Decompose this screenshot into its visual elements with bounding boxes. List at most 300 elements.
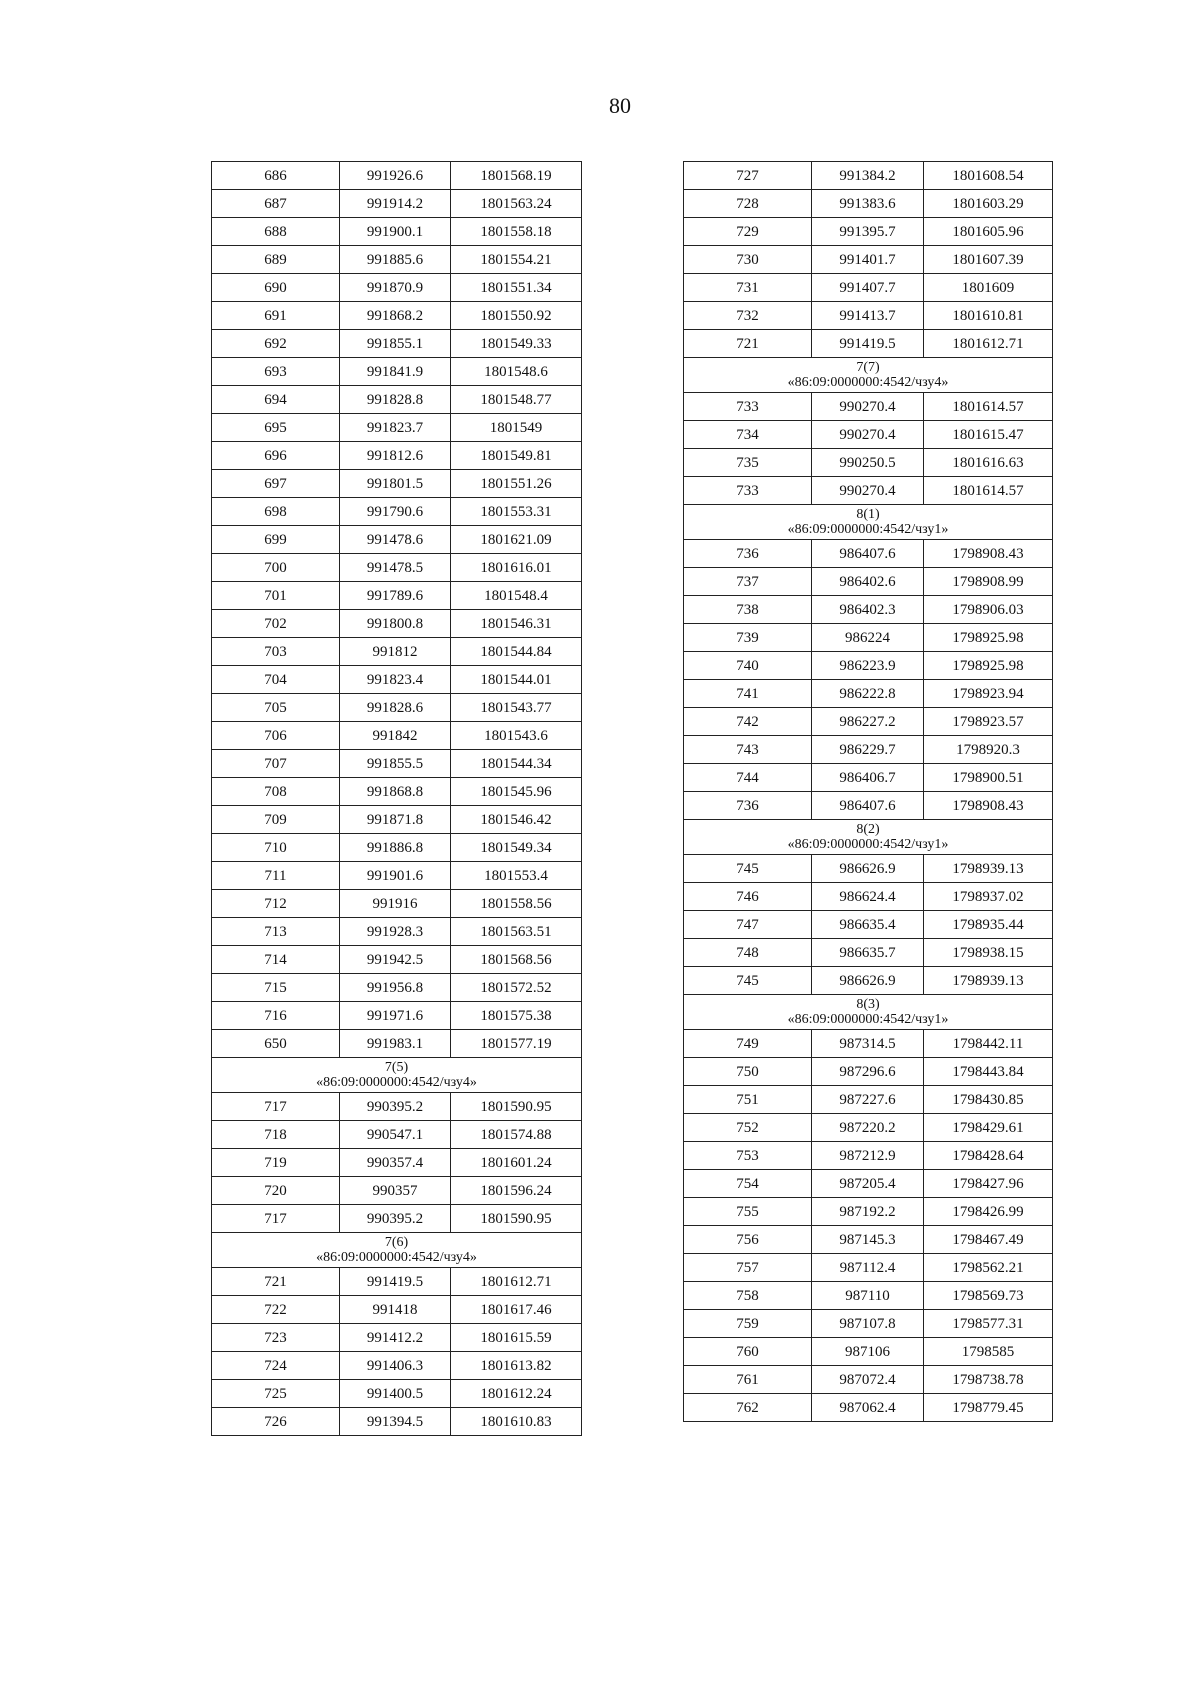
x-coordinate-cell: 991812.6 — [340, 442, 451, 470]
point-number-cell: 713 — [212, 918, 340, 946]
table-row — [212, 666, 582, 694]
table-row — [684, 1254, 1053, 1282]
y-coordinate-cell: 1801607.39 — [924, 246, 1053, 274]
section-header-row — [684, 820, 1053, 855]
x-coordinate-cell: 991868.8 — [340, 778, 451, 806]
table-row — [212, 442, 582, 470]
y-coordinate-cell: 1801621.09 — [451, 526, 582, 554]
x-coordinate-cell: 986402.3 — [812, 596, 924, 624]
x-coordinate-cell: 987112.4 — [812, 1254, 924, 1282]
section-header-row — [684, 358, 1053, 393]
x-coordinate-cell: 991790.6 — [340, 498, 451, 526]
x-coordinate-cell: 991419.5 — [812, 330, 924, 358]
table-row — [212, 414, 582, 442]
point-number-cell: 696 — [212, 442, 340, 470]
table-row — [684, 680, 1053, 708]
point-number-cell: 731 — [684, 274, 812, 302]
x-coordinate-cell: 991828.8 — [340, 386, 451, 414]
point-number-cell: 742 — [684, 708, 812, 736]
y-coordinate-cell: 1801590.95 — [451, 1093, 582, 1121]
section-number: 8(3) — [856, 997, 880, 1012]
y-coordinate-cell: 1801558.18 — [451, 218, 582, 246]
x-coordinate-cell: 986229.7 — [812, 736, 924, 764]
x-coordinate-cell: 991384.2 — [812, 162, 924, 190]
y-coordinate-cell: 1798429.61 — [924, 1114, 1053, 1142]
y-coordinate-cell: 1801568.56 — [451, 946, 582, 974]
point-number-cell: 747 — [684, 911, 812, 939]
y-coordinate-cell: 1801543.6 — [451, 722, 582, 750]
point-number-cell: 732 — [684, 302, 812, 330]
coordinates-table-left — [211, 161, 582, 1436]
x-coordinate-cell: 986227.2 — [812, 708, 924, 736]
x-coordinate-cell: 991885.6 — [340, 246, 451, 274]
table-row — [212, 274, 582, 302]
x-coordinate-cell: 991855.1 — [340, 330, 451, 358]
point-number-cell: 720 — [212, 1177, 340, 1205]
point-number-cell: 724 — [212, 1352, 340, 1380]
table-row — [684, 792, 1053, 820]
table-row — [212, 1177, 582, 1205]
point-number-cell: 748 — [684, 939, 812, 967]
x-coordinate-cell: 986407.6 — [812, 792, 924, 820]
table-row — [684, 1338, 1053, 1366]
point-number-cell: 752 — [684, 1114, 812, 1142]
y-coordinate-cell: 1801614.57 — [924, 393, 1053, 421]
x-coordinate-cell: 987072.4 — [812, 1366, 924, 1394]
y-coordinate-cell: 1801544.84 — [451, 638, 582, 666]
x-coordinate-cell: 991914.2 — [340, 190, 451, 218]
coordinates-table-right — [683, 161, 1053, 1422]
y-coordinate-cell: 1798925.98 — [924, 652, 1053, 680]
table-row — [684, 1114, 1053, 1142]
point-number-cell: 733 — [684, 393, 812, 421]
y-coordinate-cell: 1798906.03 — [924, 596, 1053, 624]
y-coordinate-cell: 1801616.63 — [924, 449, 1053, 477]
table-row — [684, 568, 1053, 596]
y-coordinate-cell: 1801572.52 — [451, 974, 582, 1002]
table-row — [684, 1310, 1053, 1338]
point-number-cell: 710 — [212, 834, 340, 862]
x-coordinate-cell: 990395.2 — [340, 1093, 451, 1121]
x-coordinate-cell: 987227.6 — [812, 1086, 924, 1114]
x-coordinate-cell: 991828.6 — [340, 694, 451, 722]
table-row — [212, 1408, 582, 1436]
table-row — [684, 421, 1053, 449]
y-coordinate-cell: 1801610.81 — [924, 302, 1053, 330]
table-row — [212, 582, 582, 610]
table-row — [684, 652, 1053, 680]
table-row — [212, 722, 582, 750]
table-row — [212, 190, 582, 218]
table-row — [684, 218, 1053, 246]
x-coordinate-cell: 987212.9 — [812, 1142, 924, 1170]
table-row — [212, 890, 582, 918]
table-row — [212, 1380, 582, 1408]
table-row — [212, 246, 582, 274]
point-number-cell: 706 — [212, 722, 340, 750]
section-number: 8(2) — [856, 822, 880, 837]
point-number-cell: 719 — [212, 1149, 340, 1177]
y-coordinate-cell: 1798569.73 — [924, 1282, 1053, 1310]
point-number-cell: 753 — [684, 1142, 812, 1170]
table-row — [212, 218, 582, 246]
table-row — [212, 1352, 582, 1380]
y-coordinate-cell: 1801608.54 — [924, 162, 1053, 190]
x-coordinate-cell: 991870.9 — [340, 274, 451, 302]
point-number-cell: 717 — [212, 1093, 340, 1121]
y-coordinate-cell: 1798900.51 — [924, 764, 1053, 792]
y-coordinate-cell: 1798467.49 — [924, 1226, 1053, 1254]
table-row — [684, 393, 1053, 421]
point-number-cell: 755 — [684, 1198, 812, 1226]
point-number-cell: 757 — [684, 1254, 812, 1282]
point-number-cell: 727 — [684, 162, 812, 190]
point-number-cell: 726 — [212, 1408, 340, 1436]
section-header-cell — [684, 505, 1053, 540]
x-coordinate-cell: 991868.2 — [340, 302, 451, 330]
x-coordinate-cell: 986635.4 — [812, 911, 924, 939]
table-row — [212, 498, 582, 526]
y-coordinate-cell: 1798923.94 — [924, 680, 1053, 708]
x-coordinate-cell: 990270.4 — [812, 421, 924, 449]
x-coordinate-cell: 991842 — [340, 722, 451, 750]
point-number-cell: 704 — [212, 666, 340, 694]
point-number-cell: 739 — [684, 624, 812, 652]
table-row — [684, 708, 1053, 736]
x-coordinate-cell: 987220.2 — [812, 1114, 924, 1142]
point-number-cell: 740 — [684, 652, 812, 680]
y-coordinate-cell: 1801558.56 — [451, 890, 582, 918]
x-coordinate-cell: 991401.7 — [812, 246, 924, 274]
y-coordinate-cell: 1798908.43 — [924, 540, 1053, 568]
point-number-cell: 691 — [212, 302, 340, 330]
point-number-cell: 722 — [212, 1296, 340, 1324]
y-coordinate-cell: 1798937.02 — [924, 883, 1053, 911]
y-coordinate-cell: 1801563.24 — [451, 190, 582, 218]
cadastral-number: «86:09:0000000:4542/чзу4» — [316, 1075, 477, 1090]
cadastral-number: «86:09:0000000:4542/чзу4» — [787, 375, 949, 390]
point-number-cell: 725 — [212, 1380, 340, 1408]
point-number-cell: 728 — [684, 190, 812, 218]
y-coordinate-cell: 1801553.31 — [451, 498, 582, 526]
table-row — [684, 302, 1053, 330]
table-row — [212, 358, 582, 386]
y-coordinate-cell: 1798908.99 — [924, 568, 1053, 596]
x-coordinate-cell: 991407.7 — [812, 274, 924, 302]
point-number-cell: 708 — [212, 778, 340, 806]
y-coordinate-cell: 1801617.46 — [451, 1296, 582, 1324]
point-number-cell: 695 — [212, 414, 340, 442]
table-row — [684, 764, 1053, 792]
x-coordinate-cell: 987192.2 — [812, 1198, 924, 1226]
y-coordinate-cell: 1801544.01 — [451, 666, 582, 694]
y-coordinate-cell: 1801590.95 — [451, 1205, 582, 1233]
y-coordinate-cell: 1801546.42 — [451, 806, 582, 834]
table-row — [684, 162, 1053, 190]
y-coordinate-cell: 1801613.82 — [451, 1352, 582, 1380]
y-coordinate-cell: 1801609 — [924, 274, 1053, 302]
y-coordinate-cell: 1798427.96 — [924, 1170, 1053, 1198]
table-row — [684, 911, 1053, 939]
point-number-cell: 756 — [684, 1226, 812, 1254]
x-coordinate-cell: 991383.6 — [812, 190, 924, 218]
table-row — [212, 1149, 582, 1177]
section-header-cell — [684, 358, 1053, 393]
y-coordinate-cell: 1801543.77 — [451, 694, 582, 722]
y-coordinate-cell: 1801549.33 — [451, 330, 582, 358]
x-coordinate-cell: 991916 — [340, 890, 451, 918]
y-coordinate-cell: 1801546.31 — [451, 610, 582, 638]
x-coordinate-cell: 986624.4 — [812, 883, 924, 911]
table-row — [684, 1058, 1053, 1086]
x-coordinate-cell: 990395.2 — [340, 1205, 451, 1233]
point-number-cell: 650 — [212, 1030, 340, 1058]
section-number: 7(5) — [384, 1060, 409, 1075]
point-number-cell: 735 — [684, 449, 812, 477]
x-coordinate-cell: 991789.6 — [340, 582, 451, 610]
table-row — [212, 1002, 582, 1030]
x-coordinate-cell: 986406.7 — [812, 764, 924, 792]
point-number-cell: 693 — [212, 358, 340, 386]
section-number: 8(1) — [856, 507, 880, 522]
page-number: 80 — [609, 93, 631, 118]
point-number-cell: 709 — [212, 806, 340, 834]
y-coordinate-cell: 1801548.4 — [451, 582, 582, 610]
point-number-cell: 718 — [212, 1121, 340, 1149]
x-coordinate-cell: 991413.7 — [812, 302, 924, 330]
y-coordinate-cell: 1798428.64 — [924, 1142, 1053, 1170]
y-coordinate-cell: 1801568.19 — [451, 162, 582, 190]
table-row — [212, 1030, 582, 1058]
y-coordinate-cell: 1801615.47 — [924, 421, 1053, 449]
point-number-cell: 743 — [684, 736, 812, 764]
table-row — [212, 1324, 582, 1352]
table-row — [684, 540, 1053, 568]
point-number-cell: 702 — [212, 610, 340, 638]
y-coordinate-cell: 1801553.4 — [451, 862, 582, 890]
table-row — [684, 449, 1053, 477]
x-coordinate-cell: 991419.5 — [340, 1268, 451, 1296]
point-number-cell: 715 — [212, 974, 340, 1002]
y-coordinate-cell: 1801601.24 — [451, 1149, 582, 1177]
y-coordinate-cell: 1801551.34 — [451, 274, 582, 302]
y-coordinate-cell: 1798939.13 — [924, 855, 1053, 883]
point-number-cell: 711 — [212, 862, 340, 890]
y-coordinate-cell: 1801615.59 — [451, 1324, 582, 1352]
point-number-cell: 714 — [212, 946, 340, 974]
y-coordinate-cell: 1798923.57 — [924, 708, 1053, 736]
table-row — [212, 470, 582, 498]
y-coordinate-cell: 1798779.45 — [924, 1394, 1053, 1422]
section-header-cell — [684, 820, 1053, 855]
section-number: 7(7) — [856, 360, 880, 375]
point-number-cell: 744 — [684, 764, 812, 792]
section-number: 7(6) — [384, 1235, 409, 1250]
y-coordinate-cell: 1801616.01 — [451, 554, 582, 582]
y-coordinate-cell: 1801545.96 — [451, 778, 582, 806]
table-row — [684, 1142, 1053, 1170]
table-row — [212, 750, 582, 778]
y-coordinate-cell: 1801603.29 — [924, 190, 1053, 218]
y-coordinate-cell: 1801551.26 — [451, 470, 582, 498]
point-number-cell: 746 — [684, 883, 812, 911]
table-row — [212, 1268, 582, 1296]
x-coordinate-cell: 990250.5 — [812, 449, 924, 477]
x-coordinate-cell: 991800.8 — [340, 610, 451, 638]
point-number-cell: 692 — [212, 330, 340, 358]
x-coordinate-cell: 986626.9 — [812, 967, 924, 995]
point-number-cell: 690 — [212, 274, 340, 302]
x-coordinate-cell: 987314.5 — [812, 1030, 924, 1058]
table-row — [684, 1170, 1053, 1198]
table-row — [212, 974, 582, 1002]
point-number-cell: 745 — [684, 855, 812, 883]
x-coordinate-cell: 991901.6 — [340, 862, 451, 890]
point-number-cell: 736 — [684, 540, 812, 568]
cadastral-number: «86:09:0000000:4542/чзу1» — [787, 837, 949, 852]
y-coordinate-cell: 1801577.19 — [451, 1030, 582, 1058]
section-header-cell — [212, 1058, 582, 1093]
point-number-cell: 758 — [684, 1282, 812, 1310]
table-row — [212, 610, 582, 638]
table-row — [684, 330, 1053, 358]
y-coordinate-cell: 1798939.13 — [924, 967, 1053, 995]
table-row — [684, 1226, 1053, 1254]
section-header-row — [212, 1233, 582, 1268]
point-number-cell: 750 — [684, 1058, 812, 1086]
point-number-cell: 736 — [684, 792, 812, 820]
y-coordinate-cell: 1798442.11 — [924, 1030, 1053, 1058]
point-number-cell: 712 — [212, 890, 340, 918]
y-coordinate-cell: 1798426.99 — [924, 1198, 1053, 1226]
table-row — [212, 526, 582, 554]
point-number-cell: 749 — [684, 1030, 812, 1058]
point-number-cell: 723 — [212, 1324, 340, 1352]
table-row — [684, 624, 1053, 652]
y-coordinate-cell: 1801612.24 — [451, 1380, 582, 1408]
y-coordinate-cell: 1801614.57 — [924, 477, 1053, 505]
table-row — [684, 967, 1053, 995]
point-number-cell: 760 — [684, 1338, 812, 1366]
y-coordinate-cell: 1798577.31 — [924, 1310, 1053, 1338]
x-coordinate-cell: 990357.4 — [340, 1149, 451, 1177]
table-row — [212, 918, 582, 946]
table-row — [684, 1394, 1053, 1422]
table-row — [684, 1086, 1053, 1114]
point-number-cell: 699 — [212, 526, 340, 554]
table-row — [684, 736, 1053, 764]
y-coordinate-cell: 1801549.34 — [451, 834, 582, 862]
point-number-cell: 721 — [212, 1268, 340, 1296]
point-number-cell: 701 — [212, 582, 340, 610]
x-coordinate-cell: 986635.7 — [812, 939, 924, 967]
y-coordinate-cell: 1798908.43 — [924, 792, 1053, 820]
y-coordinate-cell: 1801610.83 — [451, 1408, 582, 1436]
table-row — [684, 855, 1053, 883]
x-coordinate-cell: 986626.9 — [812, 855, 924, 883]
point-number-cell: 707 — [212, 750, 340, 778]
y-coordinate-cell: 1798920.3 — [924, 736, 1053, 764]
x-coordinate-cell: 987062.4 — [812, 1394, 924, 1422]
x-coordinate-cell: 991812 — [340, 638, 451, 666]
point-number-cell: 759 — [684, 1310, 812, 1338]
y-coordinate-cell: 1801549 — [451, 414, 582, 442]
x-coordinate-cell: 987205.4 — [812, 1170, 924, 1198]
point-number-cell: 716 — [212, 1002, 340, 1030]
x-coordinate-cell: 991395.7 — [812, 218, 924, 246]
point-number-cell: 738 — [684, 596, 812, 624]
y-coordinate-cell: 1798935.44 — [924, 911, 1053, 939]
section-header-row — [212, 1058, 582, 1093]
table-row — [212, 694, 582, 722]
table-row — [684, 596, 1053, 624]
x-coordinate-cell: 986402.6 — [812, 568, 924, 596]
y-coordinate-cell: 1798925.98 — [924, 624, 1053, 652]
y-coordinate-cell: 1801596.24 — [451, 1177, 582, 1205]
point-number-cell: 754 — [684, 1170, 812, 1198]
point-number-cell: 734 — [684, 421, 812, 449]
y-coordinate-cell: 1798738.78 — [924, 1366, 1053, 1394]
table-row — [212, 946, 582, 974]
table-row — [212, 1296, 582, 1324]
table-row — [684, 883, 1053, 911]
table-row — [684, 1366, 1053, 1394]
table-row — [212, 162, 582, 190]
x-coordinate-cell: 991971.6 — [340, 1002, 451, 1030]
y-coordinate-cell: 1801549.81 — [451, 442, 582, 470]
table-row — [212, 834, 582, 862]
y-coordinate-cell: 1801544.34 — [451, 750, 582, 778]
y-coordinate-cell: 1801554.21 — [451, 246, 582, 274]
point-number-cell: 687 — [212, 190, 340, 218]
cadastral-number: «86:09:0000000:4542/чзу1» — [787, 522, 949, 537]
x-coordinate-cell: 991841.9 — [340, 358, 451, 386]
x-coordinate-cell: 991400.5 — [340, 1380, 451, 1408]
point-number-cell: 751 — [684, 1086, 812, 1114]
table-row — [212, 330, 582, 358]
table-row — [212, 1121, 582, 1149]
x-coordinate-cell: 987106 — [812, 1338, 924, 1366]
x-coordinate-cell: 987107.8 — [812, 1310, 924, 1338]
table-row — [212, 1205, 582, 1233]
y-coordinate-cell: 1801563.51 — [451, 918, 582, 946]
point-number-cell: 741 — [684, 680, 812, 708]
point-number-cell: 688 — [212, 218, 340, 246]
point-number-cell: 697 — [212, 470, 340, 498]
point-number-cell: 703 — [212, 638, 340, 666]
x-coordinate-cell: 987110 — [812, 1282, 924, 1310]
x-coordinate-cell: 990547.1 — [340, 1121, 451, 1149]
y-coordinate-cell: 1801605.96 — [924, 218, 1053, 246]
x-coordinate-cell: 991983.1 — [340, 1030, 451, 1058]
point-number-cell: 745 — [684, 967, 812, 995]
y-coordinate-cell: 1798443.84 — [924, 1058, 1053, 1086]
y-coordinate-cell: 1798562.21 — [924, 1254, 1053, 1282]
point-number-cell: 705 — [212, 694, 340, 722]
y-coordinate-cell: 1798938.15 — [924, 939, 1053, 967]
y-coordinate-cell: 1801612.71 — [924, 330, 1053, 358]
x-coordinate-cell: 987296.6 — [812, 1058, 924, 1086]
table-row — [684, 274, 1053, 302]
x-coordinate-cell: 986223.9 — [812, 652, 924, 680]
cadastral-number: «86:09:0000000:4542/чзу4» — [316, 1250, 477, 1265]
y-coordinate-cell: 1798430.85 — [924, 1086, 1053, 1114]
table-row — [684, 1030, 1053, 1058]
table-row — [212, 778, 582, 806]
table-row — [212, 554, 582, 582]
x-coordinate-cell: 986407.6 — [812, 540, 924, 568]
cadastral-number: «86:09:0000000:4542/чзу1» — [787, 1012, 949, 1027]
